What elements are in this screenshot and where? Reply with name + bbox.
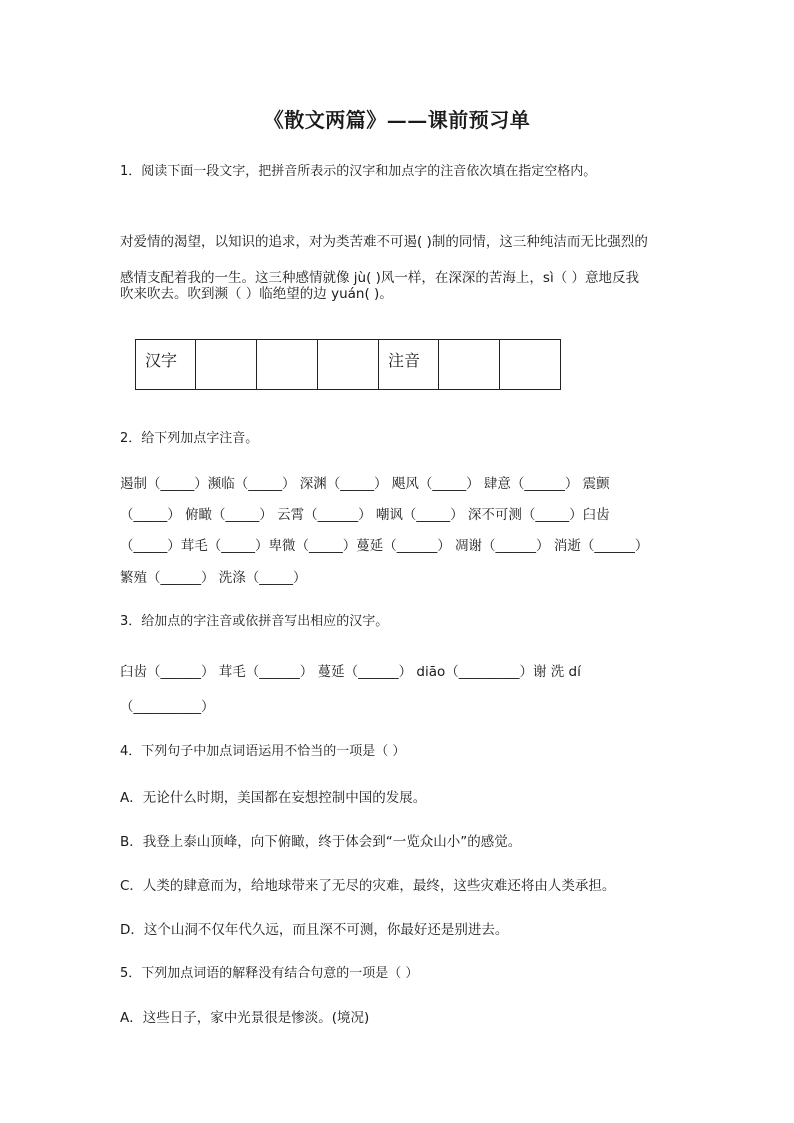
q2-line-4: 繁殖（______） 洗涤（_____） <box>120 570 307 586</box>
q4-option-d: D．这个山洞不仅年代久远，而且深不可测，你最好还是别进去。 <box>120 922 509 938</box>
q4-option-c: C．人类的肆意而为，给地球带来了无尽的灾难，最终，这些灾难还将由人类承担。 <box>120 878 616 894</box>
q1-paragraph-line-1: 对爱情的渴望，以知识的追求，对为类苦难不可遏( )制的同情，这三种纯洁而无比强烈的 <box>120 234 648 250</box>
question-2-stem: 2．给下列加点字注音。 <box>120 431 259 446</box>
table-cell-blank[interactable] <box>196 340 257 390</box>
table-cell-blank[interactable] <box>257 340 318 390</box>
page-title: 《散文两篇》——课前预习单 <box>263 108 531 132</box>
table-cell-blank[interactable] <box>439 340 500 390</box>
q4-option-b: B．我登上泰山顶峰，向下俯瞰，终于体会到“一览众山小”的感觉。 <box>120 834 522 850</box>
q1-paragraph-line-3: 吹来吹去。吹到濒（ ）临绝望的边 yuán( )。 <box>120 286 393 302</box>
q3-line-1: 臼齿（______） 茸毛（______） 蔓延（______） diāo（_________）谢 洗 dí <box>120 664 581 680</box>
question-5-stem: 5．下列加点词语的解释没有结合句意的一项是（ ） <box>120 966 419 981</box>
question-4-stem: 4．下列句子中加点词语运用不恰当的一项是（ ） <box>120 744 406 759</box>
q5-option-a: A．这些日子，家中光景很是惨淡。(境况) <box>120 1010 370 1026</box>
q3-line-2: （__________） <box>120 699 215 715</box>
table-cell-blank[interactable] <box>500 340 561 390</box>
table-label-zhuyin: 注音 <box>379 340 439 390</box>
q1-paragraph-line-2: 感情支配着我的一生。这三种感情就像 jù( )风一样，在深深的苦海上，sì（ ）意地反我 <box>120 270 639 286</box>
table-label-hanzi: 汉字 <box>136 340 196 390</box>
question-3-stem: 3．给加点的字注音或依拼音写出相应的汉字。 <box>120 614 389 629</box>
q2-line-2: （_____） 俯瞰（_____） 云霄（______） 嘲讽（_____） 深不可测（_____）臼齿 <box>120 507 610 523</box>
table-cell-blank[interactable] <box>318 340 379 390</box>
answer-table <box>135 339 561 390</box>
q4-option-a: A．无论什么时期，美国都在妄想控制中国的发展。 <box>120 790 427 806</box>
q2-line-3: （_____）茸毛（_____）卑微（_____）蔓延（______） 凋谢（______） 消逝（______） <box>120 538 649 554</box>
question-1-stem: 1．阅读下面一段文字，把拼音所表示的汉字和加点字的注音依次填在指定空格内。 <box>120 164 597 179</box>
q2-line-1: 遏制（_____）濒临（_____） 深渊（_____） 飓风（_____） 肆意（______） 震颤 <box>120 476 610 492</box>
